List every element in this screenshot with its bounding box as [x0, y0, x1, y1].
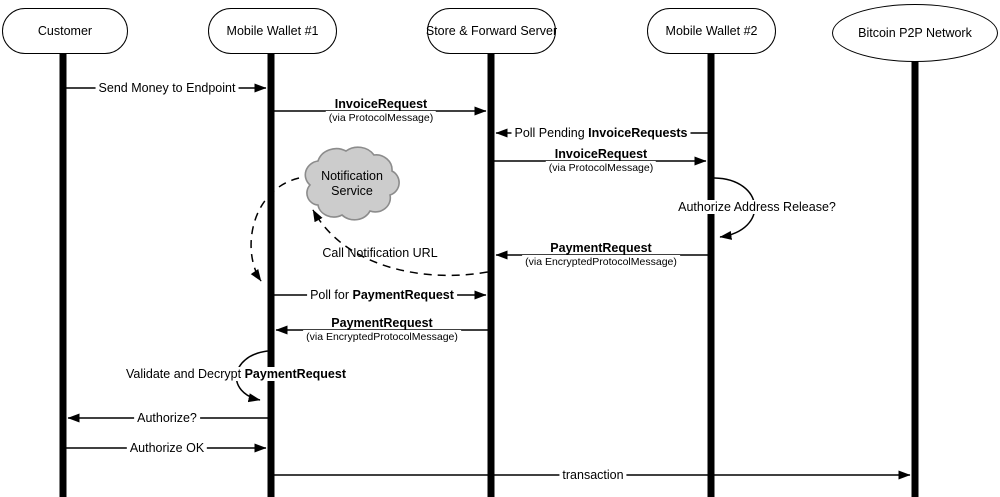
- lifeline-mobile-wallet-1: [268, 52, 275, 497]
- msg-payment-request-2-via: [303, 330, 461, 344]
- actor-mobile-wallet-1: [208, 8, 337, 54]
- actor-store-forward-server-label: Store & Forward Server: [425, 24, 558, 38]
- msg-authorize-ok-text: Authorize OK: [129, 441, 205, 455]
- msg-send-money: [96, 81, 239, 95]
- actor-store-forward-server: [427, 8, 556, 54]
- msg-authorize-text: Authorize?: [137, 411, 197, 425]
- lifeline-store-forward-server: [488, 52, 495, 497]
- msg-payment-request-2-title: PaymentRequest: [331, 316, 433, 330]
- msg-transaction: [559, 468, 626, 482]
- msg-poll-for-payment-request: [307, 288, 457, 302]
- msg-authorize-address-release-text: Authorize Address Release?: [678, 200, 836, 214]
- msg-send-money-text: Send Money to Endpoint: [98, 81, 236, 95]
- msg-validate-bold: PaymentRequest: [244, 367, 347, 381]
- msg-invoice-request-1-sub: (via ProtocolMessage): [328, 112, 434, 124]
- msg-poll-pending-bold: InvoiceRequests: [588, 126, 688, 140]
- lifeline-bitcoin-p2p-network: [912, 60, 919, 497]
- actor-bitcoin-p2p-network: [832, 4, 998, 62]
- msg-payment-request-2: [331, 316, 432, 330]
- msg-poll-pending: [511, 126, 690, 140]
- actor-mobile-wallet-1-label: Mobile Wallet #1: [226, 24, 319, 38]
- dashed-arrow-notify-wallet-1: [251, 178, 299, 281]
- msg-payment-request-1-sub: (via EncryptedProtocolMessage): [525, 256, 677, 268]
- notification-service-label: [321, 169, 383, 199]
- lifeline-customer: [60, 52, 67, 497]
- msg-payment-request-2-sub: (via EncryptedProtocolMessage): [306, 331, 458, 343]
- msg-invoice-request-2-title: InvoiceRequest: [554, 147, 648, 161]
- msg-payment-request-1: [550, 241, 651, 255]
- msg-authorize-ok: [127, 441, 207, 455]
- actor-mobile-wallet-2-label: Mobile Wallet #2: [665, 24, 758, 38]
- actor-customer: [2, 8, 128, 54]
- msg-poll-pending-prefix: Poll Pending: [514, 126, 589, 140]
- notification-service-line2: Service: [331, 184, 373, 198]
- msg-validate-prefix: Validate and Decrypt: [125, 367, 245, 381]
- msg-payment-request-1-via: [522, 255, 680, 269]
- msg-authorize: [134, 411, 200, 425]
- msg-poll-for-prefix: Poll for: [310, 288, 353, 302]
- msg-invoice-request-1: [335, 97, 427, 111]
- actor-mobile-wallet-2: [647, 8, 776, 54]
- actor-customer-label: Customer: [37, 24, 93, 38]
- msg-invoice-request-2: [555, 147, 647, 161]
- dashed-arrow-call-notification-url: [313, 210, 488, 275]
- lifeline-mobile-wallet-2: [708, 52, 715, 497]
- msg-transaction-text: transaction: [562, 468, 624, 482]
- notification-service-line1: Notification: [321, 169, 383, 183]
- msg-invoice-request-1-via: [326, 111, 436, 125]
- msg-poll-for-bold: PaymentRequest: [352, 288, 454, 302]
- msg-invoice-request-1-title: InvoiceRequest: [334, 97, 428, 111]
- msg-call-notification-url-text: Call Notification URL: [322, 246, 438, 260]
- msg-invoice-request-2-via: [546, 161, 656, 175]
- msg-invoice-request-2-sub: (via ProtocolMessage): [548, 162, 654, 174]
- msg-authorize-address-release: [675, 200, 839, 214]
- msg-call-notification-url: [322, 246, 437, 260]
- msg-payment-request-1-title: PaymentRequest: [550, 241, 652, 255]
- msg-validate-decrypt: [123, 367, 349, 381]
- actor-bitcoin-p2p-network-label: Bitcoin P2P Network: [858, 26, 972, 40]
